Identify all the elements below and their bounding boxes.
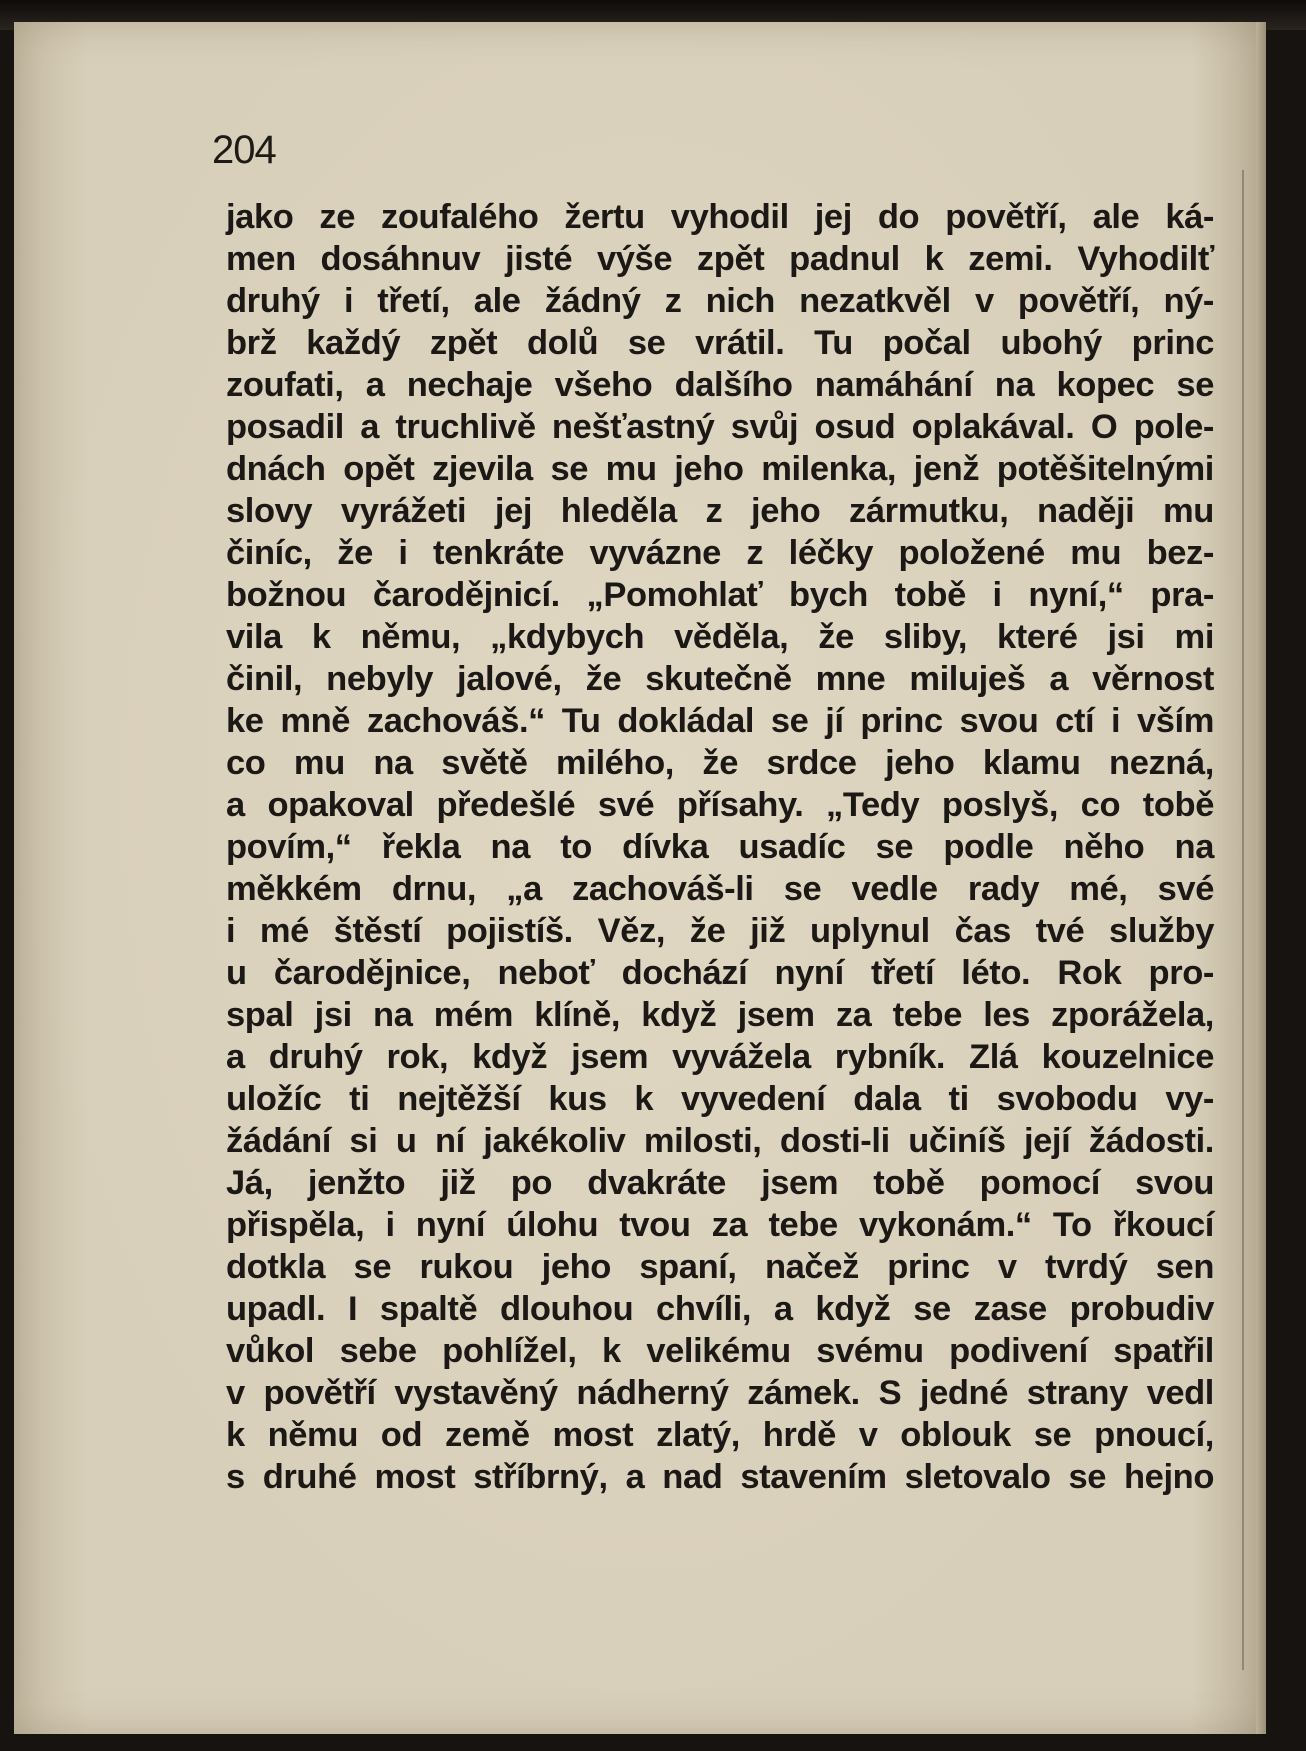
text-line: a opakoval předešlé své přísahy. „Tedy poslyš, co tobě: [226, 786, 1214, 824]
text-line: uložíc ti nejtěžší kus k vyvedení dala ti svobodu vy-: [226, 1080, 1214, 1118]
text-line: v povětří vystavěný nádherný zámek. S jedné strany vedl: [226, 1374, 1214, 1412]
text-line: žádání si u ní jakékoliv milosti, dosti-li učiníš její žádosti.: [226, 1122, 1214, 1160]
spine-shadow-line: [1242, 170, 1244, 1670]
text-line: měkkém drnu, „a zachováš-li se vedle rady mé, své: [226, 870, 1214, 908]
text-line: brž každý zpět dolů se vrátil. Tu počal ubohý princ: [226, 324, 1214, 362]
text-line: upadl. I spaltě dlouhou chvíli, a když se zase probudiv: [226, 1290, 1214, 1328]
text-line: vila k němu, „kdybych věděla, že sliby, které jsi mi: [226, 618, 1214, 656]
text-line: s druhé most stříbrný, a nad stavením sletovalo se hejno: [226, 1458, 1214, 1496]
text-line: druhý i třetí, ale žádný z nich nezatkvěl v povětří, ný-: [226, 282, 1214, 320]
text-line: vůkol sebe pohlížel, k velikému svému podivení spatřil: [226, 1332, 1214, 1370]
page-spine-edge: [1256, 22, 1266, 1734]
text-line: dnách opět zjevila se mu jeho milenka, jenž potěšitelnými: [226, 450, 1214, 488]
text-line: posadil a truchlivě nešťastný svůj osud oplakával. O pole-: [226, 408, 1214, 446]
text-line: i mé štěstí pojistíš. Věz, že již uplynul čas tvé služby: [226, 912, 1214, 950]
text-line: zoufati, a nechaje všeho dalšího namáhání na kopec se: [226, 366, 1214, 404]
text-line: povím,“ řekla na to dívka usadíc se podle něho na: [226, 828, 1214, 866]
text-line: jako ze zoufalého žertu vyhodil jej do povětří, ale ká-: [226, 198, 1214, 236]
text-line: dotkla se rukou jeho spaní, načež princ v tvrdý sen: [226, 1248, 1214, 1286]
text-line: co mu na světě milého, že srdce jeho klamu nezná,: [226, 744, 1214, 782]
page-number: 204: [212, 128, 276, 172]
text-line: činíc, že i tenkráte vyvázne z léčky položené mu bez-: [226, 534, 1214, 572]
text-line: přispěla, i nyní úlohu tvou za tebe vykonám.“ To řkoucí: [226, 1206, 1214, 1244]
text-line: u čarodějnice, neboť dochází nyní třetí léto. Rok pro-: [226, 954, 1214, 992]
text-line: božnou čarodějnicí. „Pomohlať bych tobě i nyní,“ pra-: [226, 576, 1214, 614]
text-line: Já, jenžto již po dvakráte jsem tobě pomocí svou: [226, 1164, 1214, 1202]
text-line: spal jsi na mém klíně, když jsem za tebe les zporážela,: [226, 996, 1214, 1034]
text-line: činil, nebyly jalové, že skutečně mne miluješ a věrnost: [226, 660, 1214, 698]
body-text: [226, 196, 1214, 1498]
text-line: ke mně zachováš.“ Tu dokládal se jí princ svou ctí i vším: [226, 702, 1214, 740]
text-line: slovy vyrážeti jej hleděla z jeho zármutku, naději mu: [226, 492, 1214, 530]
text-line: a druhý rok, když jsem vyvážela rybník. Zlá kouzelnice: [226, 1038, 1214, 1076]
text-line: k němu od země most zlatý, hrdě v oblouk se pnoucí,: [226, 1416, 1214, 1454]
text-line: men dosáhnuv jisté výše zpět padnul k zemi. Vyhodilť: [226, 240, 1214, 278]
